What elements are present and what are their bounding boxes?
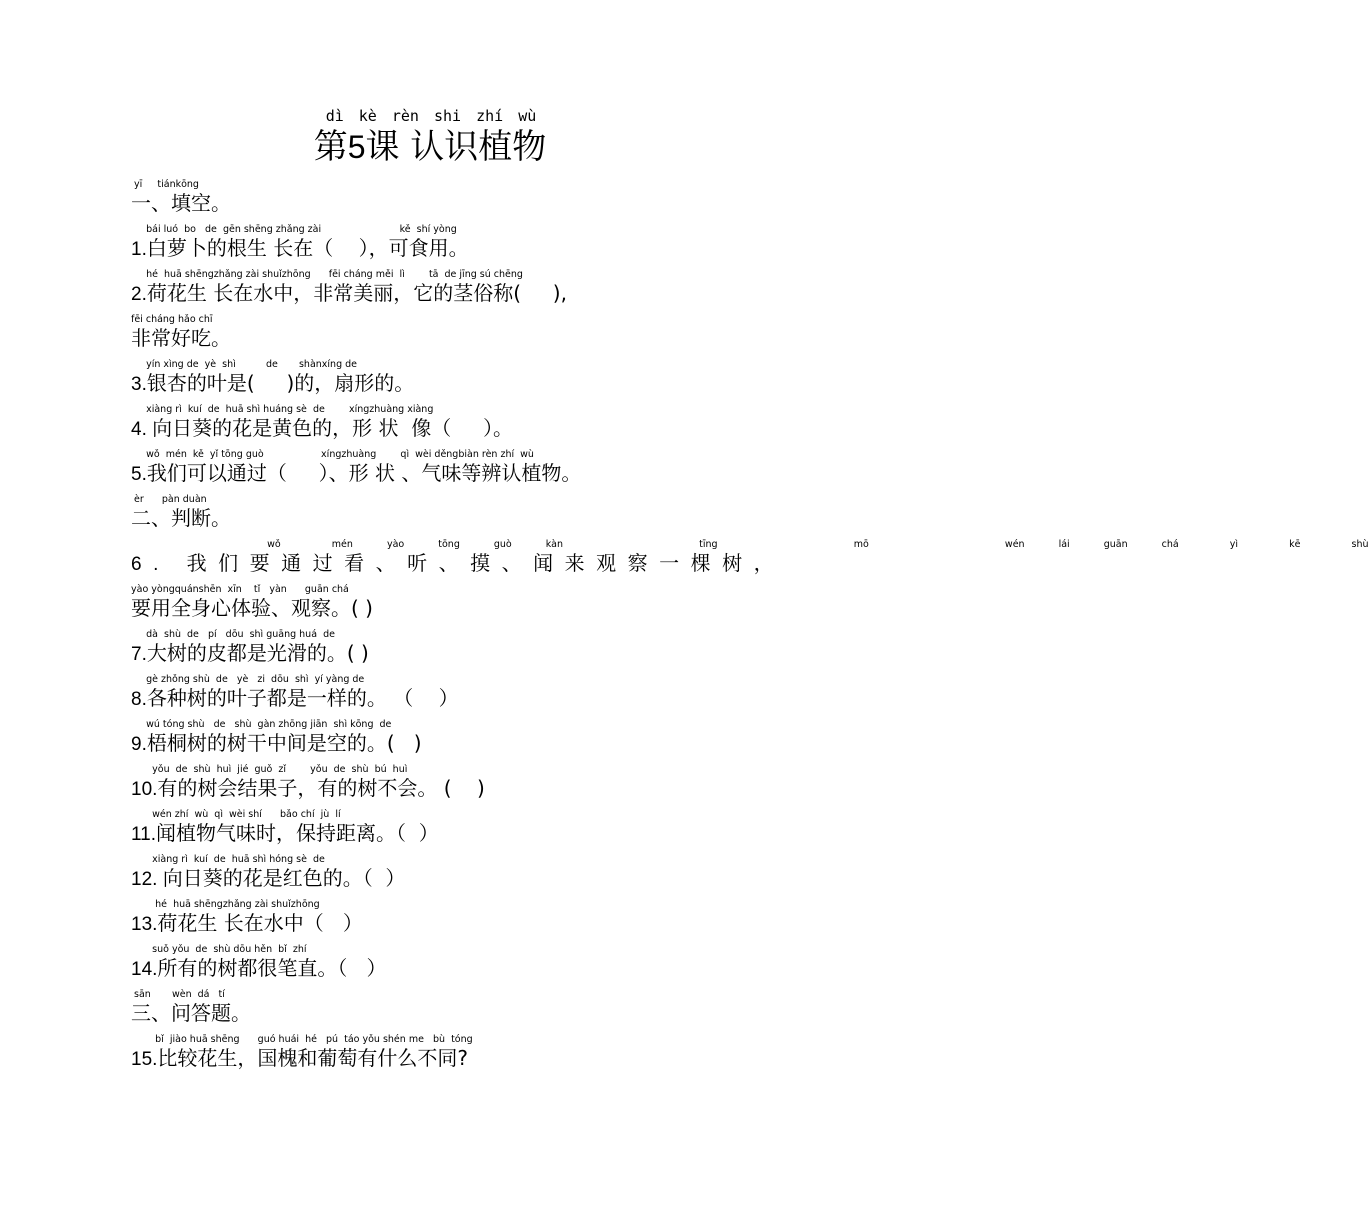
question-line — [131, 763, 831, 802]
question-line — [131, 448, 831, 487]
question-text — [131, 866, 831, 892]
question-body: 三、问答题。 — [131, 1001, 251, 1025]
pinyin-annotation: yín xìng de yè shì de shànxíng de — [131, 359, 357, 370]
title-prefix: 第 — [313, 127, 348, 167]
question-line — [131, 1033, 831, 1072]
pinyin-annotation: xiàng rì kuí de huā shì huáng sè de xíngzhuàng xiàng — [131, 404, 434, 415]
question-text — [131, 461, 831, 487]
title-lesson-number: 5 — [347, 129, 366, 165]
question-line — [131, 853, 831, 892]
question-text — [131, 416, 831, 442]
question-body: 非常好吃。 — [131, 326, 231, 350]
question-body: 比较花生，国槐和葡萄有什么不同? — [157, 1046, 469, 1070]
question-line — [131, 268, 831, 307]
pinyin-annotation: èr pàn duàn — [131, 494, 207, 505]
question-text — [131, 731, 831, 757]
question-text — [131, 1046, 831, 1072]
question-line — [131, 718, 831, 757]
question-text — [131, 551, 831, 577]
pinyin-annotation: xiàng rì kuí de huā shì hóng sè de — [131, 854, 325, 865]
title-main: 课 认识植物 — [365, 127, 547, 167]
question-text — [131, 1001, 831, 1027]
question-number: 1. — [131, 239, 147, 260]
question-line — [131, 628, 831, 667]
question-number: 6. — [131, 554, 187, 575]
question-text — [131, 281, 831, 307]
question-line — [131, 943, 831, 982]
question-line — [131, 313, 831, 352]
question-number: 14. — [131, 959, 158, 980]
question-text — [131, 191, 831, 217]
pinyin-annotation: hé huā shēngzhǎng zài shuǐzhōng fēi cháng měi lì tā de jīng sú chēng — [131, 269, 523, 280]
pinyin-annotation: hé huā shēngzhǎng zài shuǐzhōng — [131, 899, 320, 910]
pinyin-annotation: wǒ mén kě yǐ tōng guò xíngzhuàng qì wèi děngbiàn rèn zhí wù — [131, 449, 534, 460]
question-body: 荷花生 长在水中，非常美丽，它的茎俗称( ), — [146, 281, 567, 305]
question-line — [131, 898, 831, 937]
question-body: 闻植物气味时，保持距离。（ ） — [156, 821, 439, 845]
question-body: 荷花生 长在水中（ ） — [157, 911, 363, 935]
question-number: 10. — [131, 779, 158, 800]
question-body: 所有的树都很笔直。（ ） — [157, 956, 387, 980]
question-line — [131, 673, 831, 712]
question-text — [131, 821, 831, 847]
question-number: 11. — [131, 824, 157, 845]
pinyin-annotation: yào yòngquánshēn xīn tǐ yàn guān chá — [131, 584, 349, 595]
question-text — [131, 371, 831, 397]
question-line — [131, 808, 831, 847]
pinyin-annotation: sān wèn dá tí — [131, 989, 225, 1000]
title-pinyin: dì kè rèn shi zhí wù — [325, 107, 537, 125]
question-text — [131, 596, 831, 622]
question-line — [131, 223, 831, 262]
question-body: 梧桐树的树干中间是空的。( ) — [146, 731, 422, 755]
question-text — [131, 326, 831, 352]
question-body: 要用全身心体验、观察。( ) — [131, 596, 373, 620]
question-number: 7. — [131, 644, 147, 665]
lesson-title — [0, 106, 860, 168]
question-line — [131, 493, 831, 532]
question-line — [131, 988, 831, 1027]
question-body: 二、判断。 — [131, 506, 231, 530]
question-text — [131, 686, 831, 712]
question-body: 有的树会结果子，有的树不会。 ( ) — [157, 776, 485, 800]
question-body: 银杏的叶是( )的，扇形的。 — [146, 371, 415, 395]
pinyin-annotation: yī tiánkōng — [131, 179, 199, 190]
pinyin-annotation: yǒu de shù huì jié guǒ zǐ yǒu de shù bú huì — [131, 764, 408, 775]
question-number: 8. — [131, 689, 147, 710]
pinyin-annotation: bǐ jiào huā shēng guó huái hé pú táo yǒu shén me bù tóng — [131, 1034, 473, 1045]
question-number: 9. — [131, 734, 147, 755]
title-text — [0, 126, 860, 168]
pinyin-annotation: dà shù de pí dōu shì guāng huá de — [131, 629, 335, 640]
question-text — [131, 956, 831, 982]
question-number: 12. — [131, 869, 163, 890]
question-text — [131, 641, 831, 667]
pinyin-annotation: wú tóng shù de shù gàn zhōng jiān shì kōng de — [131, 719, 392, 730]
pinyin-annotation: bái luó bo de gēn shēng zhǎng zài kě shí yòng — [131, 224, 457, 235]
question-body: 白萝卜的根生 长在（ ），可食用。 — [146, 236, 469, 260]
pinyin-annotation: suǒ yǒu de shù dōu hěn bǐ zhí — [131, 944, 307, 955]
question-number: 5. — [131, 464, 147, 485]
pinyin-annotation: fēi cháng hǎo chī — [131, 314, 213, 325]
question-number: 3. — [131, 374, 147, 395]
question-line — [131, 538, 1369, 577]
question-body: 向日葵的花是红色的。（ ） — [162, 866, 406, 890]
question-line — [131, 178, 831, 217]
question-body: 大树的皮都是光滑的。( ) — [146, 641, 369, 665]
question-body: 我们要通过看、听、摸、闻来观察一棵树， — [186, 551, 786, 575]
question-number: 13. — [131, 914, 158, 935]
question-line — [131, 583, 831, 622]
question-number: 2. — [131, 284, 147, 305]
question-text — [131, 911, 831, 937]
question-text — [131, 236, 831, 262]
question-text — [131, 506, 831, 532]
pinyin-annotation: wén zhí wù qì wèi shí bǎo chí jù lí — [131, 809, 341, 820]
question-text — [131, 776, 831, 802]
question-number: 4. — [131, 419, 153, 440]
pinyin-annotation: wǒ mén yào tōng guò kàn tīng mō wén lái guān chá yì kē shù — [131, 539, 1369, 550]
question-body: 向日葵的花是黄色的，形 状 像（ ）。 — [152, 416, 513, 440]
question-line — [131, 403, 831, 442]
pinyin-annotation: gè zhǒng shù de yè zi dōu shì yí yàng de — [131, 674, 365, 685]
question-line — [131, 358, 831, 397]
question-body: 各种树的叶子都是一样的。 （ ） — [146, 686, 459, 710]
question-body: 我们可以通过（ ）、形 状 、气味等辨认植物。 — [146, 461, 582, 485]
question-number: 15. — [131, 1049, 158, 1070]
question-body: 一、填空。 — [131, 191, 231, 215]
